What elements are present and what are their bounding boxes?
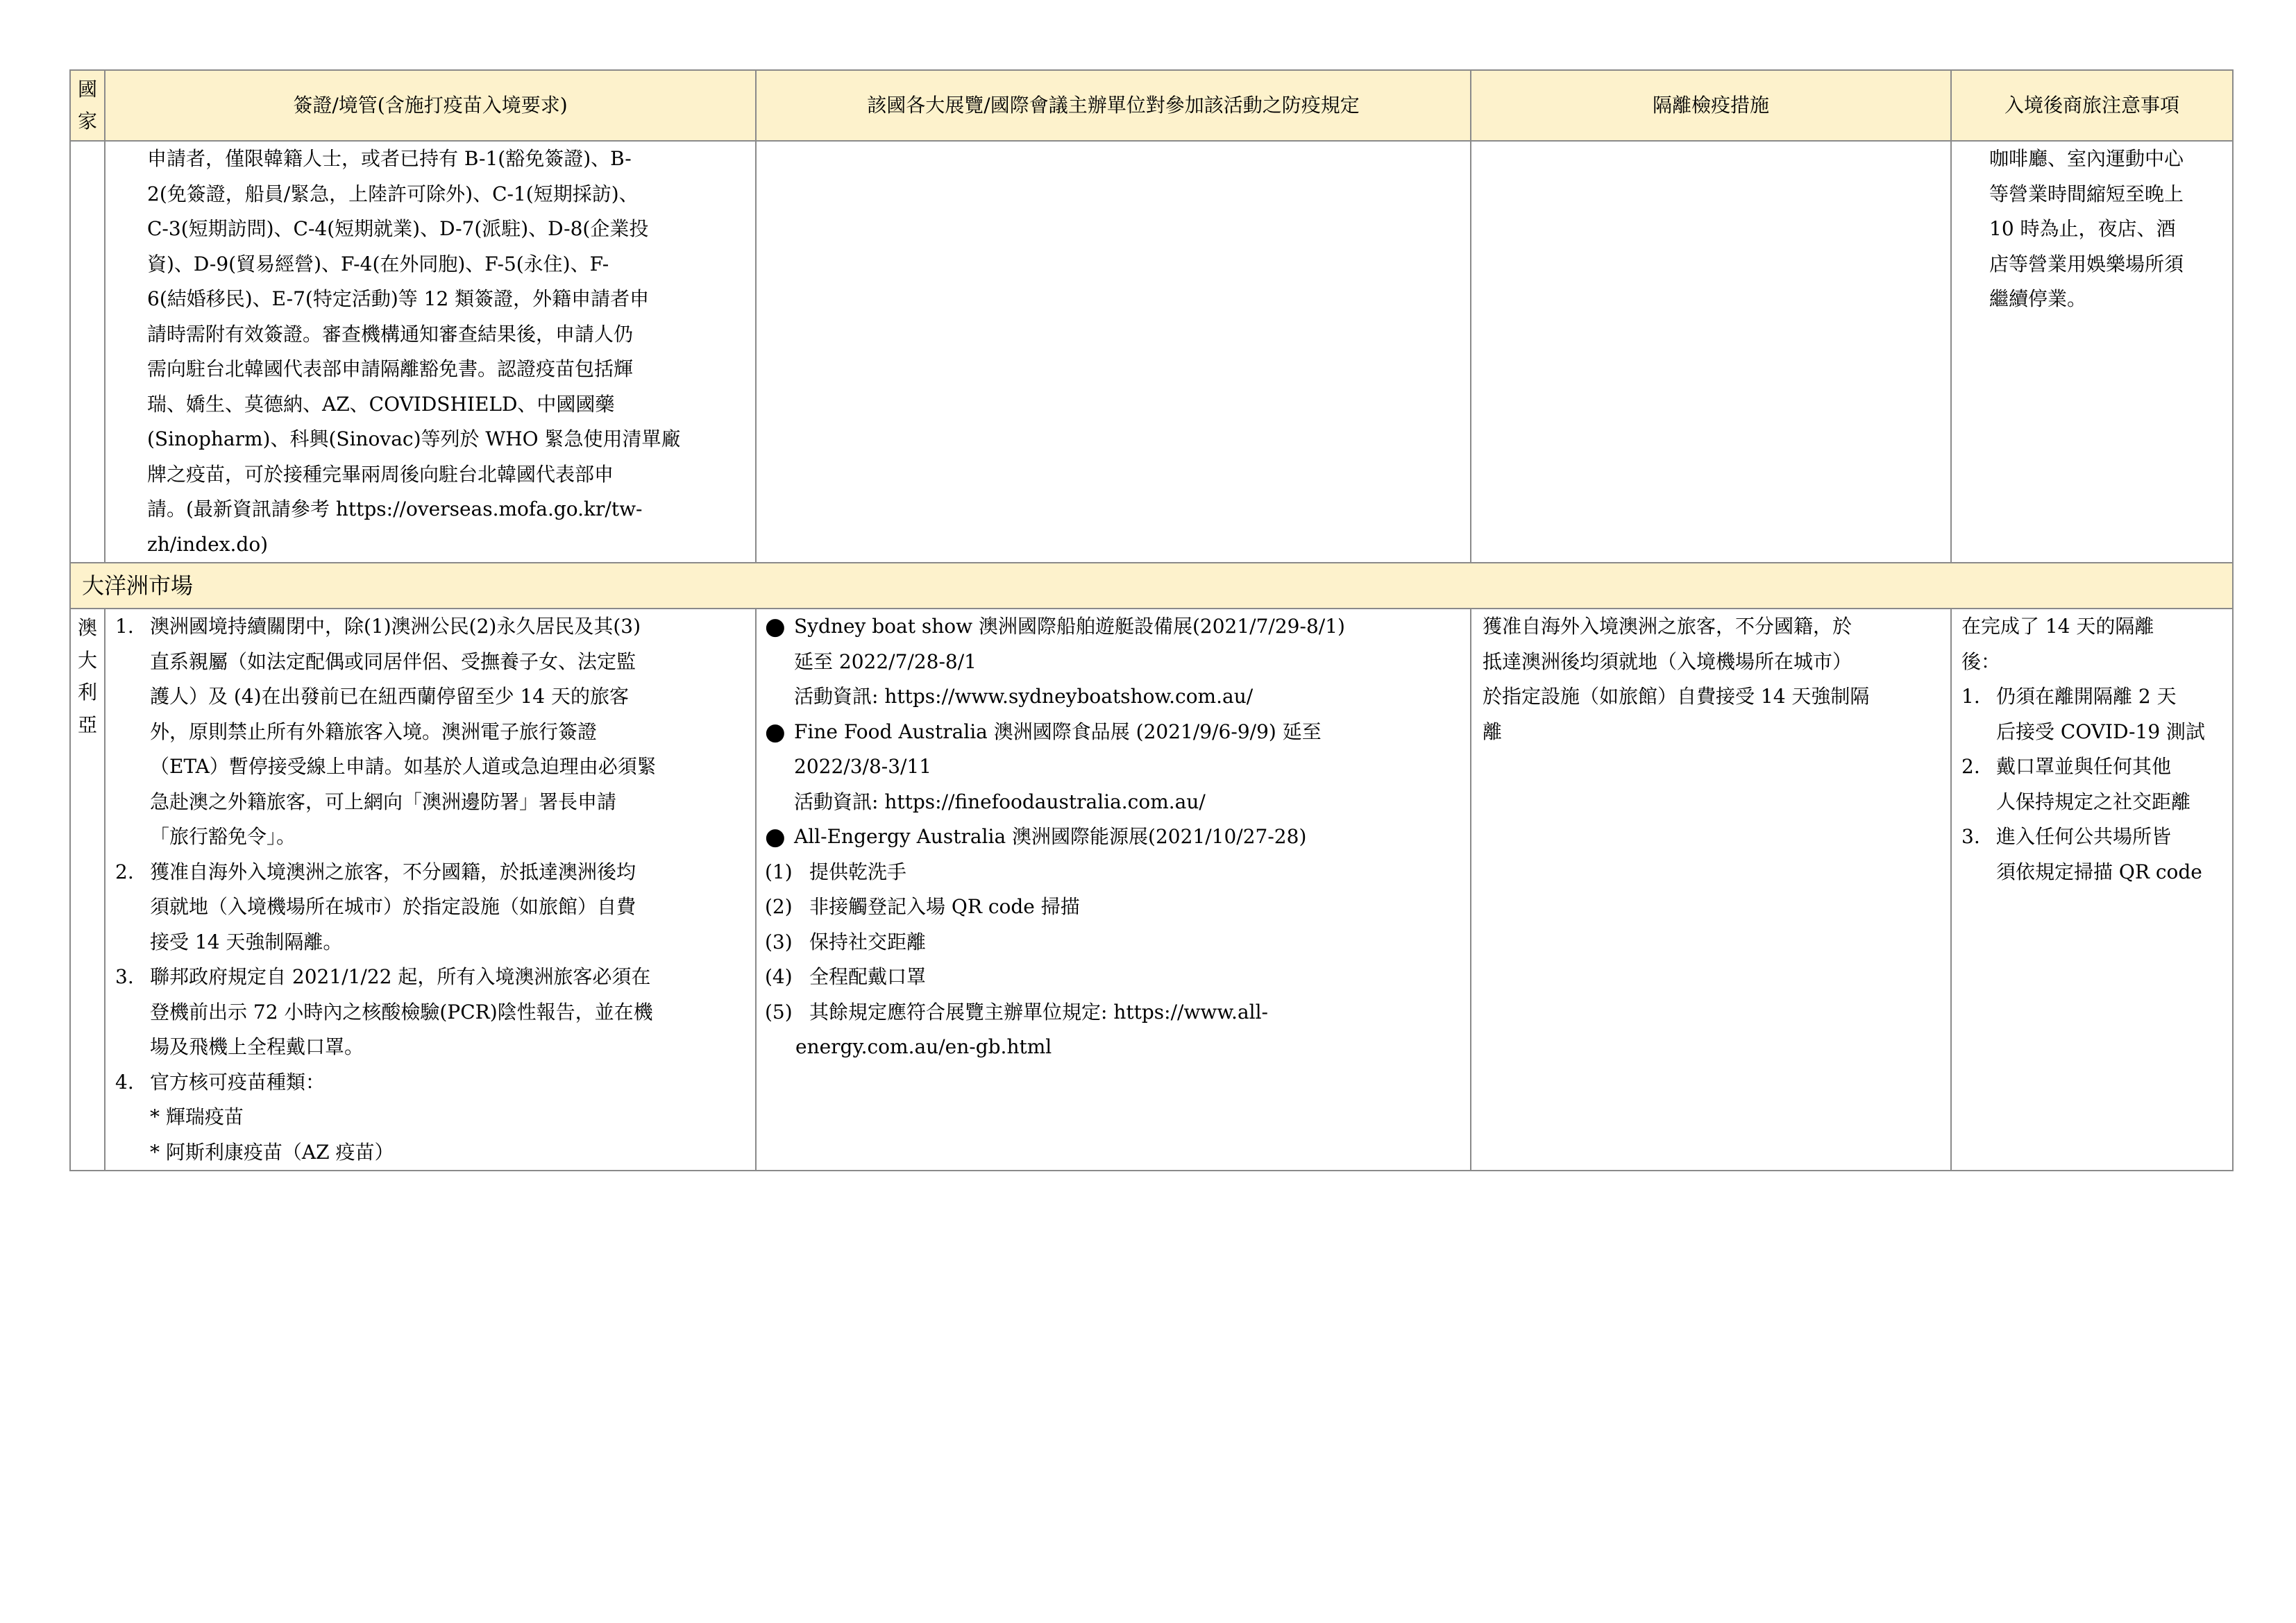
text-line: Fine Food Australia 澳洲國際食品展 (2021/9/6-9/9) 延至: [794, 720, 1322, 743]
region-title: 大洋洲市場: [70, 563, 2233, 609]
text-line: 其餘規定應符合展覽主辦單位規定: https://www.all-: [809, 1000, 1269, 1023]
australia-quarantine-text: [1483, 609, 1943, 749]
event-info: 活動資訊: https://www.sydneyboatshow.com.au/: [794, 685, 1253, 708]
text-line: 需向駐台北韓國代表部申請隔離豁免書。認證疫苗包括輝: [147, 357, 634, 380]
text-line: 人保持規定之社交距離: [1996, 790, 2191, 813]
korea-visa-cell: [105, 141, 756, 563]
text-line: 急赴澳之外籍旅客，可上網向「澳洲邊防署」署長申請: [150, 790, 617, 813]
text-line: 全程配戴口罩: [809, 965, 927, 988]
text-line: 仍須在離開隔離 2 天: [1996, 685, 2177, 708]
text-line: 提供乾洗手: [809, 860, 907, 883]
text-line: 離: [1483, 720, 1503, 743]
australia-events-cell: [756, 609, 1471, 1171]
text-line: 「旅行豁免令」。: [150, 825, 296, 848]
vaccine-item: * 輝瑞疫苗: [150, 1105, 244, 1128]
korea-country-cell: [70, 141, 105, 563]
text-line: 延至 2022/7/28-8/1: [794, 649, 977, 673]
list-item: [115, 855, 748, 960]
australia-visa-list: [115, 609, 748, 1100]
text-line: 於指定設施（如旅館）自費接受 14 天強制隔: [1483, 685, 1870, 708]
korea-notes-text: [1989, 142, 2225, 317]
text-line: 進入任何公共場所皆: [1996, 825, 2172, 848]
list-item: [115, 609, 748, 855]
country-char: 亞: [77, 713, 97, 736]
bullet-icon: ●: [765, 823, 786, 851]
header-visa: 簽證/境管(含施打疫苗入境要求): [105, 70, 756, 141]
text-line: (Sinopharm)、科興(Sinovac)等列於 WHO 緊急使用清單廠: [147, 427, 681, 450]
text-line: 請時需附有效簽證。審查機構通知審查結果後，申請人仍: [147, 322, 634, 346]
korea-visa-text: [147, 142, 748, 562]
list-item: [1961, 679, 2225, 749]
text-line: 抵達澳洲後均須就地（入境機場所在城市）: [1483, 649, 1852, 673]
table-header-row: [70, 70, 2233, 141]
australia-notes-cell: [1951, 609, 2233, 1171]
rule-item: [765, 925, 1463, 960]
australia-event-rules: [765, 855, 1463, 1065]
bullet-icon: ●: [765, 613, 786, 640]
event-info: 活動資訊: https://finefoodaustralia.com.au/: [794, 790, 1206, 813]
text-line: 在完成了 14 天的隔離: [1961, 615, 2154, 638]
vaccine-item: * 阿斯利康疫苗（AZ 疫苗）: [150, 1140, 394, 1164]
text-line: 申請者，僅限韓籍人士，或者已持有 B-1(豁免簽證)、B-: [147, 147, 632, 170]
country-char: 澳: [77, 616, 97, 639]
text-line: 后接受 COVID-19 測試: [1996, 720, 2206, 743]
text-line: 場及飛機上全程戴口罩。: [150, 1035, 364, 1058]
text-line: energy.com.au/en-gb.html: [795, 1035, 1052, 1058]
list-item: [115, 960, 748, 1065]
rule-number: (4): [765, 965, 793, 988]
rule-item: [765, 960, 1463, 995]
australia-quarantine-cell: [1471, 609, 1951, 1171]
rule-item: [765, 995, 1463, 1065]
country-char: 大: [77, 648, 97, 672]
text-line: 須就地（入境機場所在城市）於指定設施（如旅館）自費: [150, 895, 636, 918]
text-line: 牌之疫苗，可於接種完畢兩周後向駐台北韓國代表部申: [147, 462, 614, 486]
country-char: 利: [77, 681, 97, 704]
list-item: [115, 1065, 748, 1101]
item-number: 3.: [115, 965, 134, 988]
region-row: [70, 563, 2233, 609]
text-line: 店等營業用娛樂場所須: [1989, 252, 2184, 275]
header-notes: 入境後商旅注意事項: [1951, 70, 2233, 141]
korea-quarantine-cell: [1471, 141, 1951, 563]
rule-number: (3): [765, 930, 793, 953]
rule-item: [765, 855, 1463, 890]
text-line: 獲准自海外入境澳洲之旅客，不分國籍，於抵達澳洲後均: [150, 860, 636, 883]
regulation-table: [69, 69, 2234, 1171]
australia-row: [70, 609, 2233, 1171]
text-line: 登機前出示 72 小時內之核酸檢驗(PCR)陰性報告，並在機: [150, 1000, 653, 1023]
text-line: 6(結婚移民)、E-7(特定活動)等 12 類簽證，外籍申請者申: [147, 287, 650, 310]
text-line: 澳洲國境持續關閉中，除(1)澳洲公民(2)永久居民及其(3): [150, 615, 641, 638]
text-line: 官方核可疫苗種類：: [150, 1070, 326, 1094]
item-number: 1.: [1961, 685, 1980, 708]
text-line: 2(免簽證，船員/緊急，上陸許可除外)、C-1(短期採訪)、: [147, 182, 639, 205]
text-line: 瑞、嬌生、莫德納、AZ、COVIDSHIELD、中國國藥: [147, 392, 615, 416]
text-line: Sydney boat show 澳洲國際船舶遊艇設備展(2021/7/29-8/1): [794, 615, 1345, 638]
bullet-icon: ●: [765, 717, 786, 746]
text-line: 接受 14 天強制隔離。: [150, 930, 343, 953]
header-quarantine: 隔離檢疫措施: [1471, 70, 1951, 141]
event-item: [765, 819, 1463, 855]
text-line: 須依規定掃描 QR code: [1996, 860, 2202, 883]
text-line: 護人）及 (4)在出發前已在紐西蘭停留至少 14 天的旅客: [150, 685, 629, 708]
header-country: 國家: [70, 70, 105, 141]
text-line: 資)、D-9(貿易經營)、F-4(在外同胞)、F-5(永住)、F-: [147, 252, 609, 275]
text-line: 10 時為止，夜店、酒: [1989, 217, 2176, 240]
item-number: 1.: [115, 615, 134, 638]
text-line: 外，原則禁止所有外籍旅客入境。澳洲電子旅行簽證: [150, 720, 598, 743]
australia-notes-intro: [1961, 609, 2225, 679]
australia-visa-cell: [105, 609, 756, 1171]
australia-country-name: [71, 612, 104, 741]
header-events: 該國各大展覽/國際會議主辦單位對參加該活動之防疫規定: [756, 70, 1471, 141]
list-item: [1961, 749, 2225, 819]
korea-notes-cell: [1951, 141, 2233, 563]
item-number: 2.: [115, 860, 134, 883]
text-line: C-3(短期訪問)、C-4(短期就業)、D-7(派駐)、D-8(企業投: [147, 217, 649, 240]
korea-continuation-row: [70, 141, 2233, 563]
event-item: [765, 715, 1463, 820]
text-line: 咖啡廳、室內運動中心: [1989, 147, 2184, 170]
text-line: 請。(最新資訊請參考 https://overseas.mofa.go.kr/tw-: [147, 498, 643, 520]
text-line: 直系親屬（如法定配偶或同居伴侶、受撫養子女、法定監: [150, 649, 636, 673]
item-number: 3.: [1961, 825, 1980, 848]
rule-number: (2): [765, 895, 793, 918]
korea-events-cell: [756, 141, 1471, 563]
text-line: （ETA）暫停接受線上申請。如基於人道或急迫理由必須緊: [150, 755, 657, 778]
event-item: [765, 609, 1463, 715]
text-line: 2022/3/8-3/11: [794, 755, 932, 778]
rule-number: (1): [765, 860, 793, 883]
australia-notes-list: [1961, 679, 2225, 890]
australia-country-cell: [70, 609, 105, 1171]
list-item: [1961, 819, 2225, 890]
australia-event-list: [765, 609, 1463, 855]
text-line: 繼續停業。: [1989, 287, 2087, 310]
rule-item: [765, 890, 1463, 925]
text-line: All-Engergy Australia 澳洲國際能源展(2021/10/27-28): [794, 825, 1307, 848]
text-line: zh/index.do): [147, 532, 269, 556]
text-line: 後：: [1961, 649, 2001, 673]
text-line: 非接觸登記入場 QR code 掃描: [809, 895, 1080, 918]
item-number: 2.: [1961, 755, 1980, 778]
text-line: 保持社交距離: [809, 930, 927, 953]
text-line: 戴口罩並與任何其他: [1996, 755, 2172, 778]
rule-number: (5): [765, 1000, 793, 1023]
text-line: 獲准自海外入境澳洲之旅客，不分國籍，於: [1483, 615, 1852, 638]
item-number: 4.: [115, 1070, 134, 1094]
text-line: 聯邦政府規定自 2021/1/22 起，所有入境澳洲旅客必須在: [150, 965, 651, 988]
text-line: 等營業時間縮短至晚上: [1989, 182, 2184, 205]
regulation-table-page: [69, 69, 2232, 1171]
australia-vaccine-list: [115, 1100, 748, 1170]
